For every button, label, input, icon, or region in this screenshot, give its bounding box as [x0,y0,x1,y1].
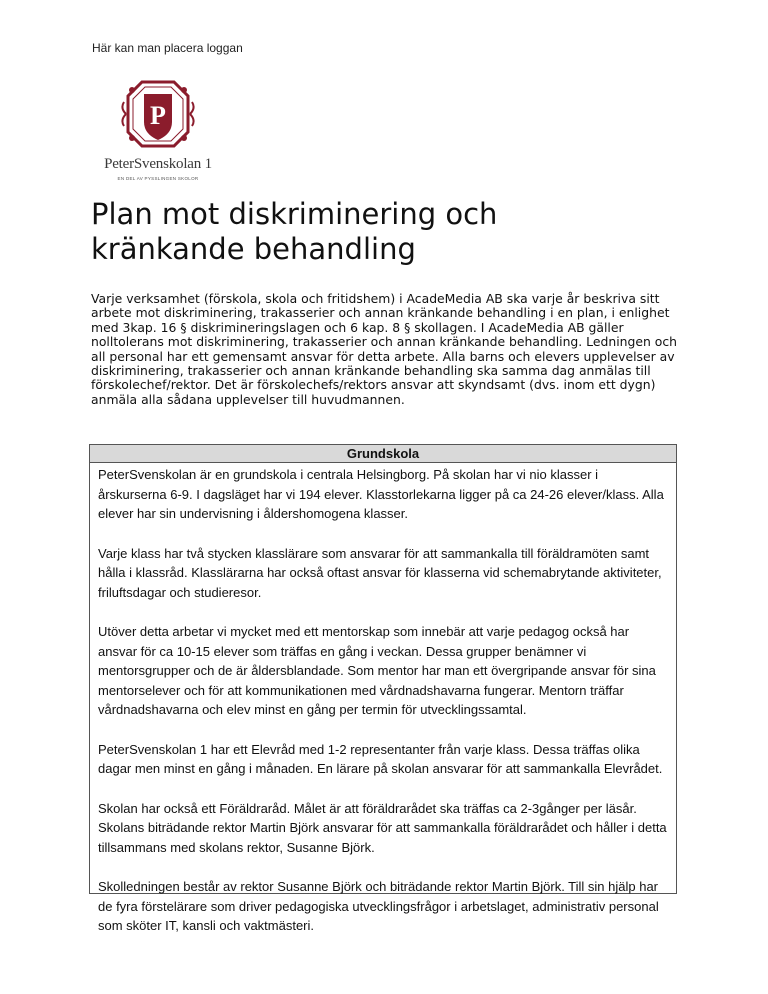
school-logo [88,80,228,192]
logo-school-name: PeterSvenskolan 1 [104,156,212,172]
section-paragraph: PeterSvenskolan är en grundskola i centrala Helsingborg. På skolan har vi nio klasser i årskurserna 6-9. I dagsläget har vi 194 elever. Klasstorlekarna ligger på ca 24-26 elever/klass. Alla elever har sin undervisning i åldershomogena klasser. [98,467,664,521]
title-line-2: kränkande behandling [91,232,416,266]
logo-emblem-icon [88,80,228,156]
logo-placeholder-note: Här kan man placera loggan [92,41,243,55]
section-paragraph: Skolan har också ett Föräldraråd. Målet är att föräldrarådet ska träffas ca 2-3gånger per läsår. Skolans biträdande rektor Martin Björk ansvarar för att sammankalla föräldrarådet och håller i detta tillsammans med skolans rektor, Susanne Björk. [98,800,667,855]
section-body [90,463,676,936]
grundskola-section [89,444,677,933]
logo-tagline: EN DEL AV PYSSLINGEN SKOLOR [117,176,199,181]
title-line-1: Plan mot diskriminering och [91,197,498,231]
section-paragraph: Skolledningen består av rektor Susanne Björk och biträdande rektor Martin Björk. Till sin hjälp har de fyra förstelärare som driver pedagogiska utvecklingsfrågor i arbetslaget, administrativ personal som sköter IT, kansli och vaktmästeri. [98,879,659,933]
section-heading: Grundskola [90,445,676,463]
svg-text:P: P [150,101,166,130]
section-paragraph: PeterSvenskolan 1 har ett Elevråd med 1-2 representanter från varje klass. Dessa träffas olika dagar men minst en gång i månaden. En lärare på skolan ansvarar för att sammankalla Elevrådet. [98,741,663,776]
page-title [91,197,651,267]
section-paragraph: Utöver detta arbetar vi mycket med ett mentorskap som innebär att varje pedagog också har ansvar för ca 10-15 elever som träffas en gång i veckan. Dessa grupper benämner vi mentorsgrupper och de är åldersblandade. Som mentor har man ett övergripande ansvar för sina mentorselever och för att kommunikationen med vårdnadshavarna fungerar. Mentorn träffar vårdnadshavarna och elev minst en gång per termin för utvecklingssamtal. [98,624,656,717]
intro-paragraph: Varje verksamhet (förskola, skola och fritidshem) i AcadeMedia AB ska varje år beskriva sitt arbete mot diskriminering, trakasserier och annan kränkande behandling i en plan, i enlighet med 3kap. 16 § diskrimineringslagen och 6 kap. 8 § skollagen. I AcadeMedia AB gäller nolltolerans mot diskriminering, trakasserier och annan kränkande behandling. Ledningen och all personal har ett gemensamt ansvar för detta arbete. Alla barns och elevers upplevelser av diskriminering, trakasserier och annan kränkande behandling ska samma dag anmälas till förskolechef/rektor. Det är förskolechefs/rektors ansvar att skyndsamt (dvs. inom ett dygn) anmäla alla sådana upplevelser till huvudmannen. [91,291,678,407]
section-paragraph: Varje klass har två stycken klasslärare som ansvarar för att sammankalla till föräldramöten samt hålla i klassråd. Klasslärarna har också oftast ansvar för klasserna vid schemabrytande aktiviteter, friluftsdagar och studieresor. [98,545,662,600]
